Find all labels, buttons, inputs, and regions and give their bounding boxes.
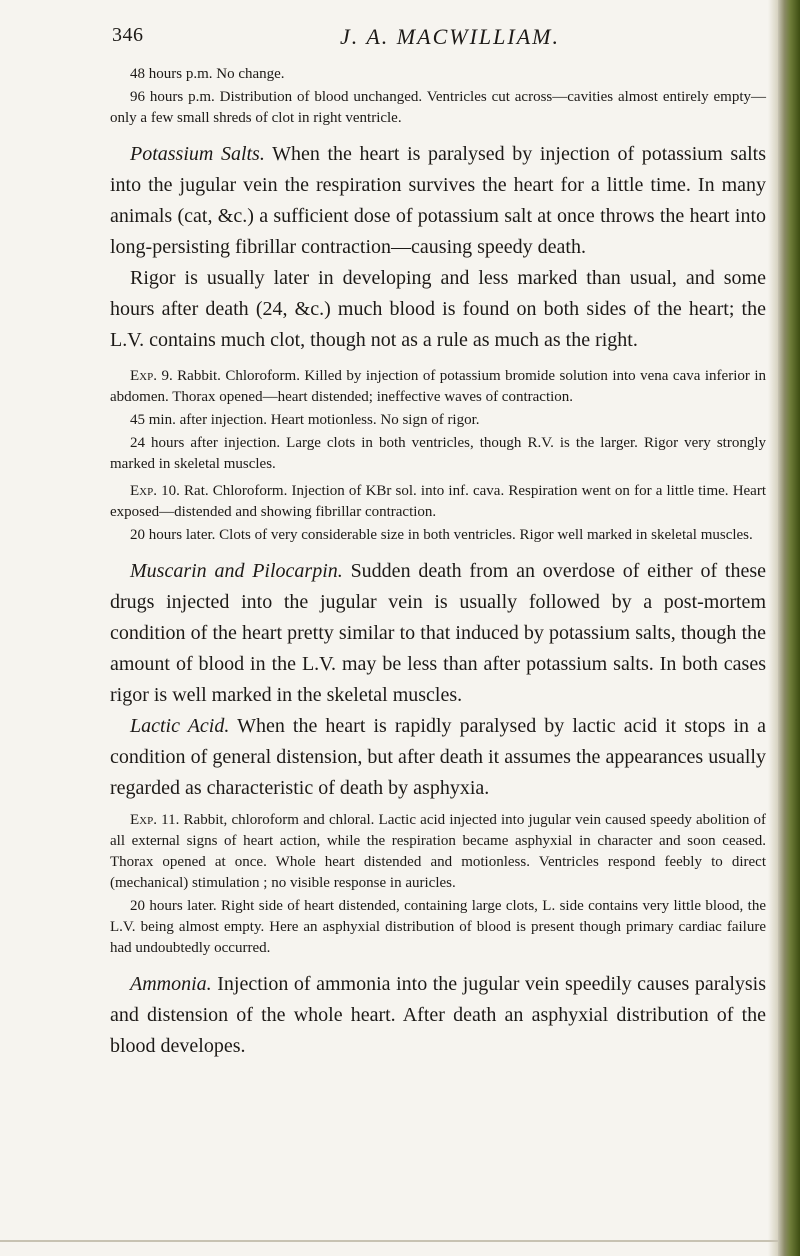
- potassium-text: When the heart is paralysed by injection of potassium salts into the jugular vein the respiration survives the heart for a little time. In many animals (cat, &c.) a sufficient dose of potassium salt at once throws the heart into long-persisting fibrillar contraction—causing speedy death.: [110, 143, 766, 258]
- experiment-11-note-20-hours: 20 hours later. Right side of heart distended, containing large clots, L. side contains very little blood, the L.V. being almost empty. Here an asphyxial distribution of blood is present though primary cardiac failure had undoubtedly occurred.: [110, 898, 766, 956]
- experiment-10-note-20-hours: 20 hours later. Clots of very considerable size in both ventricles. Rigor well marked in skeletal muscles.: [130, 527, 753, 543]
- experiment-10-label: Exp. 10.: [130, 483, 180, 499]
- experiment-9-note-24-hours: 24 hours after injection. Large clots in both ventricles, though R.V. is the larger. Rigor very strongly marked in skeletal muscles.: [110, 435, 766, 472]
- ammonia-heading: Ammonia.: [130, 973, 212, 995]
- experiment-10: [110, 481, 766, 523]
- experiment-11: [110, 810, 766, 894]
- page-edge-binding: [778, 0, 800, 1256]
- potassium-paragraph: [110, 139, 766, 263]
- rigor-paragraph: Rigor is usually later in developing and less marked than usual, and some hours after death (24, &c.) much blood is found on both sides of the heart; the L.V. contains much clot, though not as a rule as much as the right.: [110, 267, 766, 351]
- experiment-11-text: Rabbit, chloroform and chloral. Lactic acid injected into jugular vein caused speedy abolition of all external signs of heart action, while the respiration became asphyxial in character and soon ceased. Thorax opened at once. Whole heart distended and motionless. Ventricles respond feebly to direct (mechanical) stimulation ; no visible response in auricles.: [110, 812, 767, 891]
- ammonia-text: Injection of ammonia into the jugular vein speedily causes paralysis and distension of the whole heart. After death an asphyxial distribution of the blood developes.: [110, 973, 766, 1057]
- page-header: [0, 24, 780, 54]
- article-body: [110, 64, 766, 1062]
- muscarin-heading: Muscarin and Pilocarpin.: [130, 560, 343, 582]
- experiment-9-label: Exp. 9.: [130, 368, 173, 384]
- ammonia-paragraph: [110, 969, 766, 1062]
- experiment-11-label: Exp. 11.: [130, 812, 180, 828]
- muscarin-paragraph: [110, 556, 766, 711]
- experiment-10-text: Rat. Chloroform. Injection of KBr sol. into inf. cava. Respiration went on for a little time. Heart exposed—distended and showing fibrillar contraction.: [110, 483, 767, 520]
- potassium-heading: Potassium Salts.: [130, 143, 265, 165]
- note-48-hours: 48 hours p.m. No change.: [130, 66, 285, 82]
- lactic-heading: Lactic Acid.: [130, 715, 230, 737]
- lactic-paragraph: [110, 711, 766, 804]
- muscarin-text: Sudden death from an overdose of either of these drugs injected into the jugular vein is usually followed by a post-mortem condition of the heart pretty similar to that induced by potassium salts, though the amount of blood in the L.V. may be less than after potassium salts. In both cases rigor is well marked in the skeletal muscles.: [110, 560, 767, 706]
- experiment-9-note-45-min: 45 min. after injection. Heart motionless. No sign of rigor.: [130, 412, 480, 428]
- experiment-9: [110, 366, 766, 408]
- note-96-hours: 96 hours p.m. Distribution of blood unchanged. Ventricles cut across—cavities almost entirely empty—only a few small shreds of clot in right ventricle.: [110, 89, 766, 126]
- page-bottom-edge: [0, 1240, 778, 1242]
- lactic-text: When the heart is rapidly paralysed by lactic acid it stops in a condition of general distension, but after death it assumes the appearances usually regarded as characteristic of death by asphyxia.: [110, 715, 767, 799]
- experiment-9-text: Rabbit. Chloroform. Killed by injection of potassium bromide solution into vena cava inferior in abdomen. Thorax opened—heart distended; ineffective waves of contraction.: [110, 368, 766, 405]
- page-number: 346: [112, 24, 144, 46]
- page-edge-shadow: [768, 0, 778, 1256]
- running-head: J. A. MACWILLIAM.: [340, 24, 560, 49]
